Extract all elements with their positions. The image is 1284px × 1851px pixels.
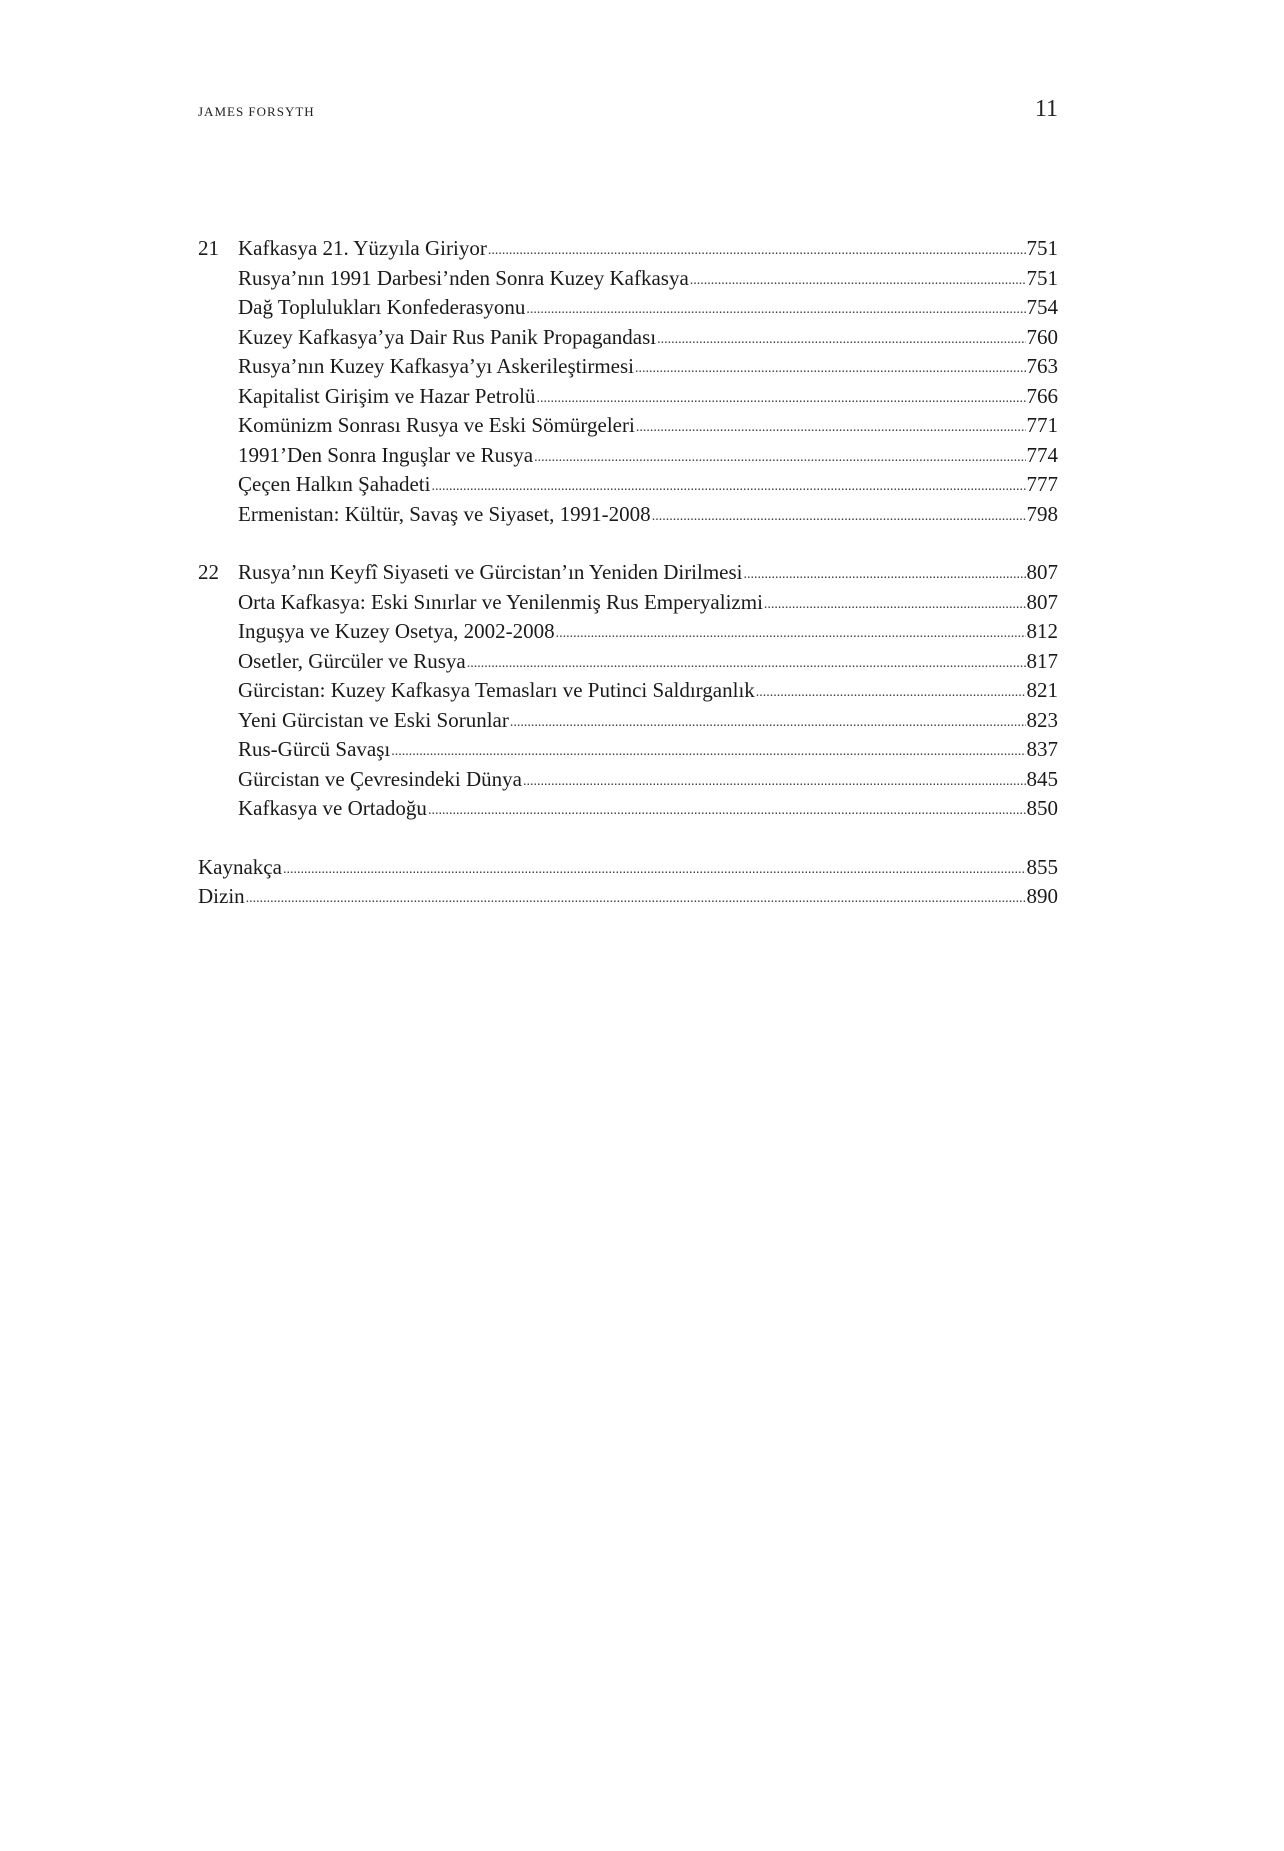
- dot-leader: [523, 764, 1025, 797]
- toc-section-row[interactable]: [198, 617, 1058, 647]
- toc-back-matter-row[interactable]: [198, 853, 1058, 883]
- section-page: 751: [1026, 265, 1058, 290]
- toc-section-row[interactable]: [198, 765, 1058, 795]
- section-title: Gürcistan ve Çevresindeki Dünya: [238, 766, 523, 791]
- section-page: 812: [1026, 619, 1058, 643]
- section-page: 845: [1026, 766, 1058, 791]
- section-page: 754: [1026, 295, 1058, 319]
- dot-leader: [657, 322, 1025, 355]
- toc-section-row[interactable]: [198, 588, 1058, 618]
- back-matter-page: 890: [1026, 884, 1058, 908]
- section-page: 777: [1026, 472, 1058, 496]
- toc-section-row[interactable]: [198, 382, 1058, 412]
- dot-leader: [635, 351, 1026, 384]
- toc-back-matter: [198, 853, 1058, 912]
- section-title: Osetler, Gürcüler ve Rusya: [238, 648, 466, 673]
- section-page: 774: [1026, 442, 1058, 467]
- dot-leader: [744, 557, 1026, 590]
- chapter-title: Kafkasya 21. Yüzyıla Giriyor: [238, 236, 487, 260]
- toc-section-row[interactable]: [198, 500, 1058, 530]
- toc-chapter-row[interactable]: [198, 558, 1058, 588]
- section-page: 807: [1026, 589, 1058, 614]
- dot-leader: [246, 881, 1026, 914]
- section-title: Kafkasya ve Ortadoğu: [238, 796, 427, 820]
- dot-leader: [690, 263, 1026, 296]
- dot-leader: [510, 705, 1026, 738]
- section-title: Inguşya ve Kuzey Osetya, 2002-2008: [238, 619, 555, 643]
- back-matter-title: Kaynakça: [198, 854, 282, 879]
- toc-chapter-row[interactable]: [198, 234, 1058, 264]
- dot-leader: [283, 852, 1026, 885]
- section-page: 760: [1026, 324, 1058, 349]
- section-title: Kapitalist Girişim ve Hazar Petrolü: [238, 383, 536, 408]
- toc-section-row[interactable]: [198, 411, 1058, 441]
- section-page: 763: [1026, 354, 1058, 378]
- chapter-number: 21: [198, 236, 219, 260]
- dot-leader: [764, 587, 1026, 620]
- dot-leader: [536, 381, 1025, 414]
- toc-section-row[interactable]: [198, 706, 1058, 736]
- toc-section-row[interactable]: [198, 293, 1058, 323]
- dot-leader: [534, 440, 1025, 473]
- toc-chapter-22: [198, 558, 1058, 824]
- dot-leader: [391, 734, 1025, 767]
- section-page: 821: [1026, 678, 1058, 702]
- toc-section-row[interactable]: [198, 647, 1058, 677]
- section-title: Gürcistan: Kuzey Kafkasya Temasları ve Putinci Saldırganlık: [238, 678, 755, 702]
- dot-leader: [467, 646, 1026, 679]
- section-title: Ermenistan: Kültür, Savaş ve Siyaset, 1991-2008: [238, 501, 651, 526]
- toc-section-row[interactable]: [198, 470, 1058, 500]
- section-title: Rusya’nın 1991 Darbesi’nden Sonra Kuzey Kafkasya: [238, 265, 689, 290]
- dot-leader: [431, 469, 1025, 502]
- dot-leader: [526, 292, 1025, 325]
- section-title: Yeni Gürcistan ve Eski Sorunlar: [238, 707, 509, 732]
- dot-leader: [428, 793, 1026, 826]
- table-of-contents: [198, 234, 1058, 941]
- toc-section-row[interactable]: [198, 676, 1058, 706]
- toc-chapter-21: [198, 234, 1058, 529]
- page-number: 11: [1034, 96, 1058, 122]
- section-title: Rus-Gürcü Savaşı: [238, 737, 391, 761]
- running-head-author: JAMES FORSYTH: [198, 104, 315, 119]
- section-page: 798: [1026, 501, 1058, 526]
- section-title: Komünizm Sonrası Rusya ve Eski Sömürgeleri: [238, 413, 635, 437]
- toc-section-row[interactable]: [198, 264, 1058, 294]
- section-title: Dağ Toplulukları Konfederasyonu: [238, 295, 526, 319]
- section-title: 1991’Den Sonra Inguşlar ve Rusya: [238, 442, 534, 467]
- section-page: 766: [1026, 383, 1058, 408]
- section-page: 817: [1026, 648, 1058, 673]
- toc-section-row[interactable]: [198, 441, 1058, 471]
- toc-back-matter-row[interactable]: [198, 882, 1058, 912]
- dot-leader: [556, 616, 1026, 649]
- back-matter-page: 855: [1026, 854, 1058, 879]
- section-title: Çeçen Halkın Şahadeti: [238, 472, 431, 496]
- toc-section-row[interactable]: [198, 323, 1058, 353]
- section-page: 771: [1026, 413, 1058, 437]
- dot-leader: [636, 410, 1026, 443]
- dot-leader: [652, 499, 1026, 532]
- section-page: 850: [1026, 796, 1058, 820]
- section-page: 837: [1026, 737, 1058, 761]
- toc-section-row[interactable]: [198, 794, 1058, 824]
- chapter-page: 751: [1026, 236, 1058, 260]
- section-title: Orta Kafkasya: Eski Sınırlar ve Yenilenmiş Rus Emperyalizmi: [238, 589, 763, 614]
- toc-section-row[interactable]: [198, 352, 1058, 382]
- section-title: Rusya’nın Kuzey Kafkasya’yı Askerileştirmesi: [238, 354, 634, 378]
- section-page: 823: [1026, 707, 1058, 732]
- back-matter-title: Dizin: [198, 884, 245, 908]
- section-title: Kuzey Kafkasya’ya Dair Rus Panik Propagandası: [238, 324, 657, 349]
- dot-leader: [756, 675, 1026, 708]
- dot-leader: [488, 233, 1026, 266]
- chapter-title: Rusya’nın Keyfî Siyaseti ve Gürcistan’ın Yeniden Dirilmesi: [238, 560, 743, 584]
- toc-section-row[interactable]: [198, 735, 1058, 765]
- chapter-number: 22: [198, 560, 219, 584]
- chapter-page: 807: [1026, 560, 1058, 584]
